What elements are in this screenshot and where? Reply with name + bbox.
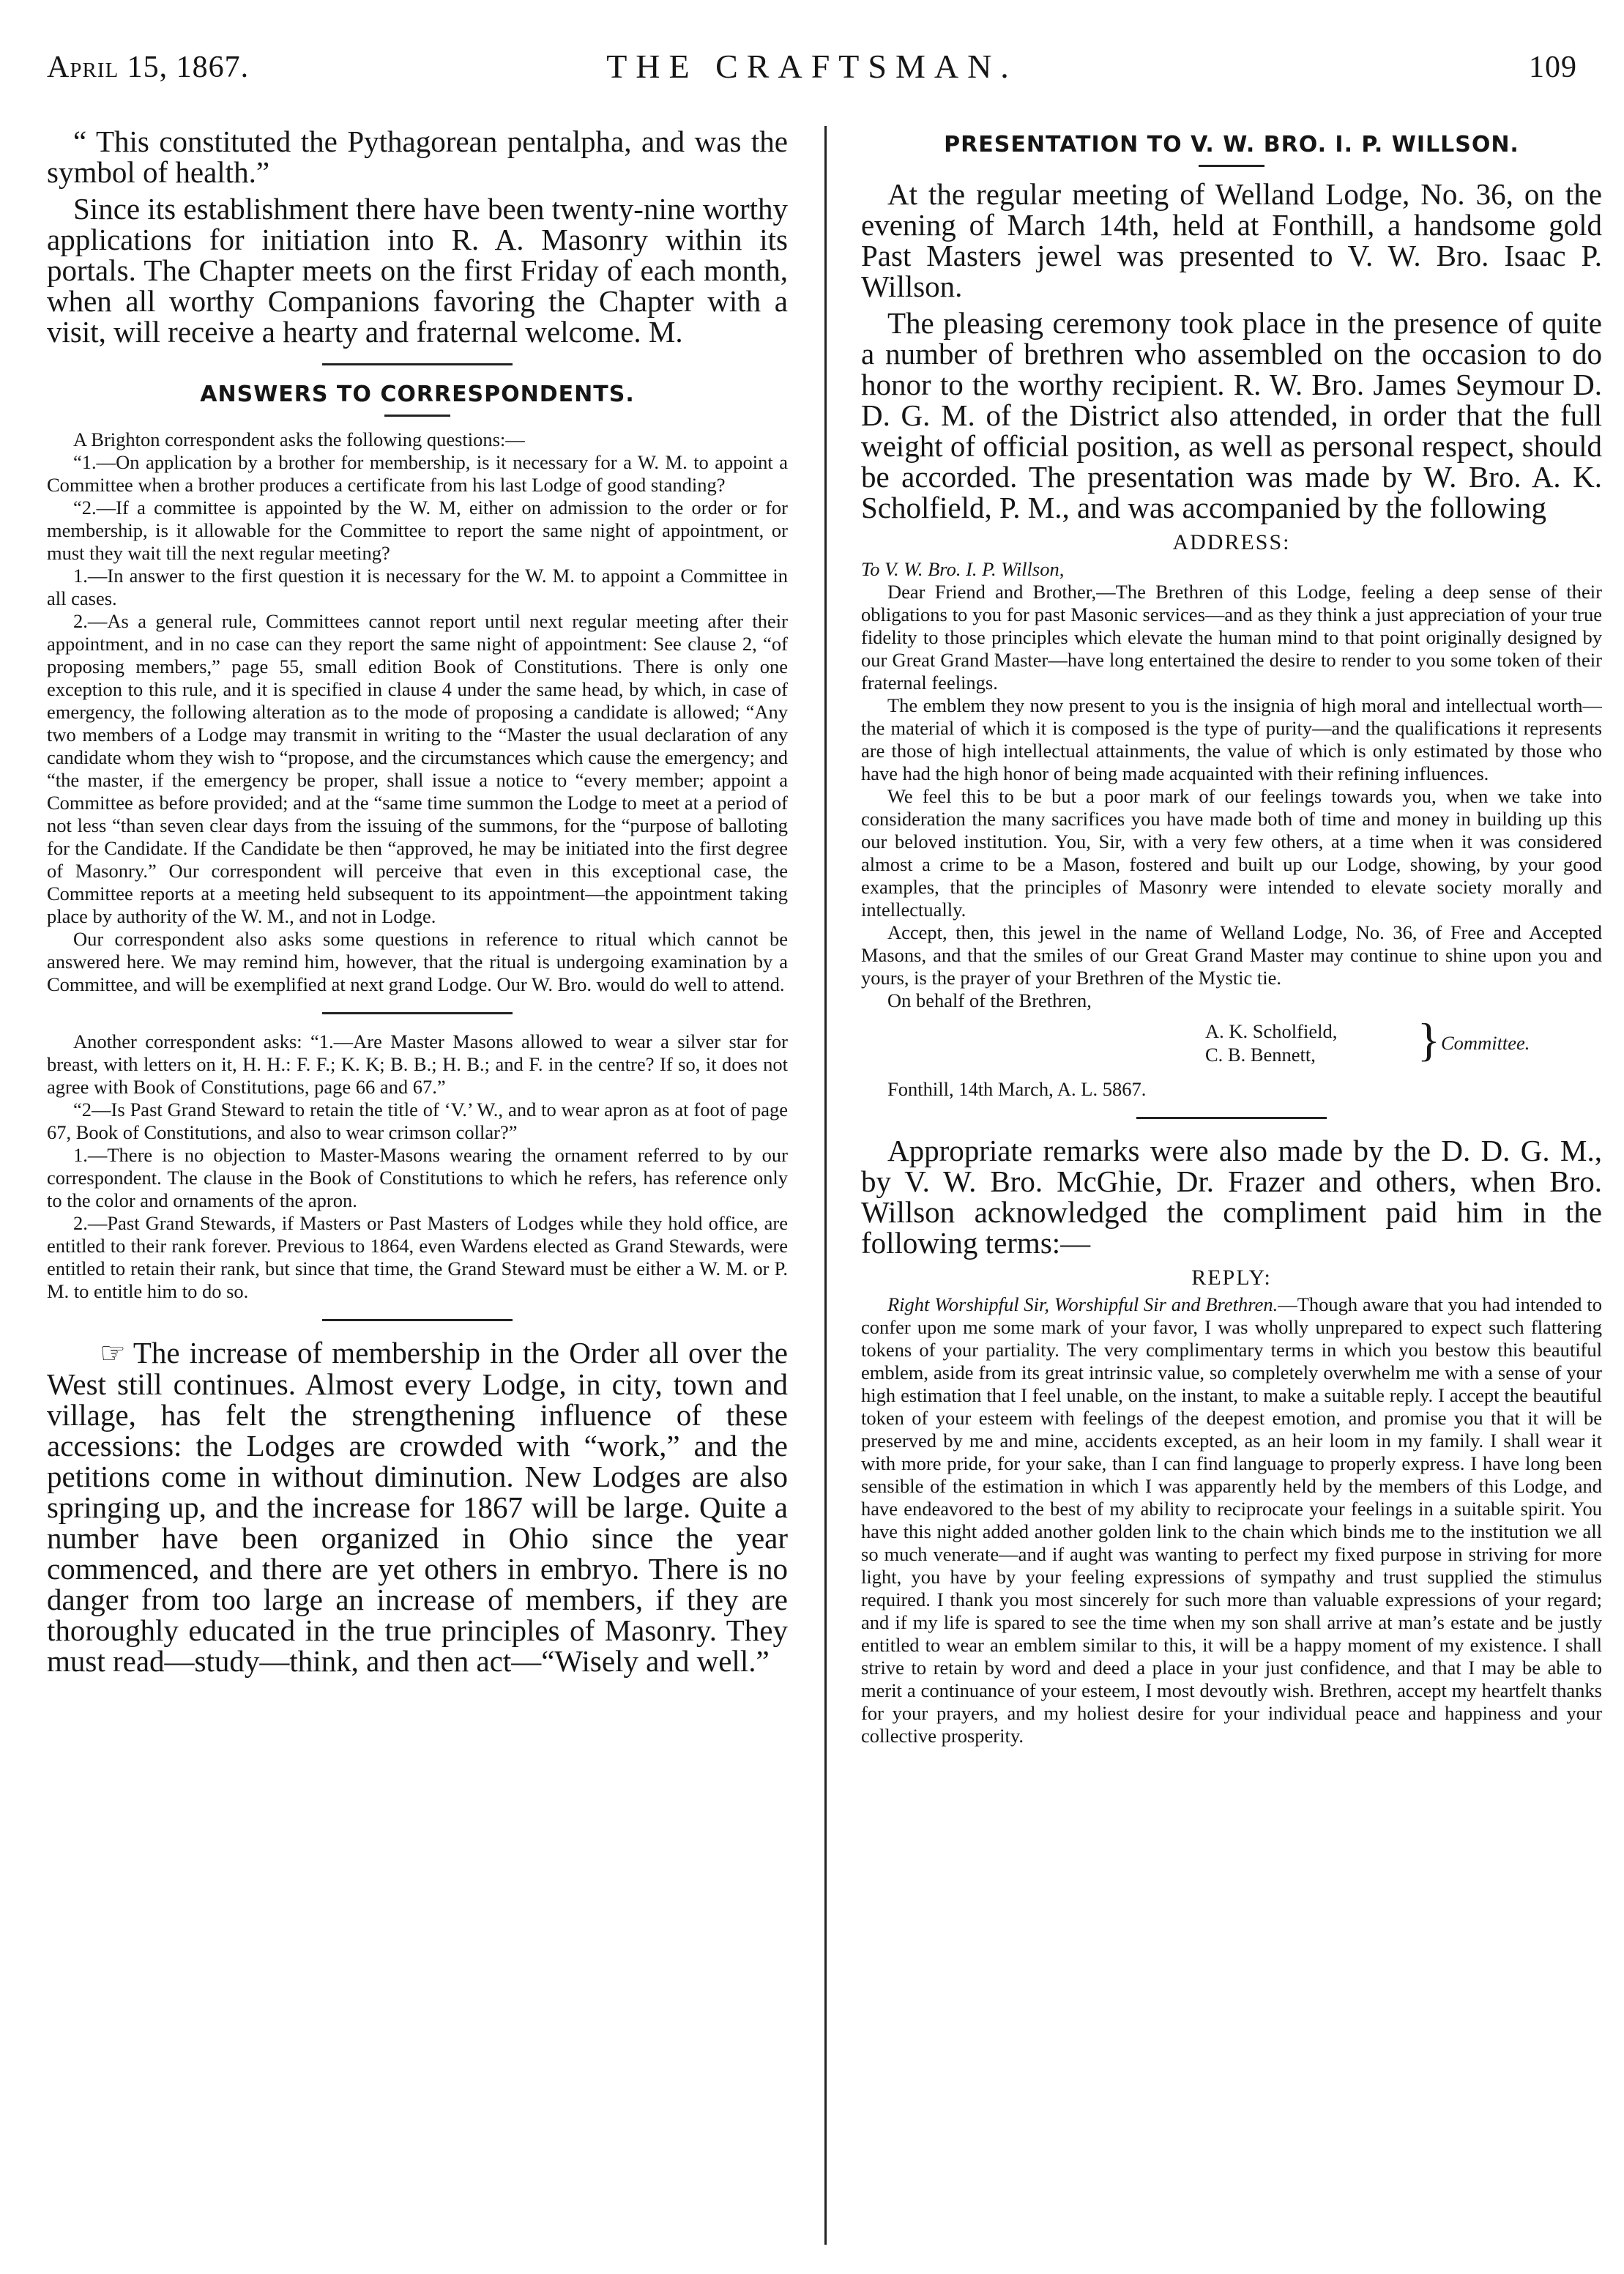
- article-paragraph: 2.—As a general rule, Committees cannot report until next regular meeting after their appointment, and in no case can they report the same night of appointment: See clause 2, “of proposing members,” page 55, small edition Book of Constitutions. There is only one exception to this rule, and it is specified in clause 4 under the same head, by which, in case of emergency, the following alteration as to the mode of proposing a candidate is allowed; “Any two members of a Lodge may transmit in writing to the “Master the usual declaration of any candidate whom they wish to “propose, and the circumstances which cause the emergency; and “the master, if the emergency be proper, shall issue a notice to “every member; appoint a Committee as before provided; and at the “same time summon the Lodge to meet at a period of not less “than seven clear days from the issuing of the summons, for the “purpose of balloting for the Candidate. If the Candidate be then “approved, he may be initiated into the first degree of Masonry.” Our correspondent will perceive that even in this exceptional case, the Committee reports at a meeting held subsequent to its appointment—the appointment taking place by authority of the W. M., and not in Lodge.: [47, 610, 788, 927]
- article-paragraph: “2.—If a committee is appointed by the W. M, either on admission to the order or for membership, is it allowable for the Committee to report the same night of appointment, or must they wait till the next regular meeting?: [47, 497, 788, 564]
- column-rule: [824, 126, 827, 2245]
- address-heading: ADDRESS:: [1172, 530, 1291, 554]
- reply-text: —Though aware that you had intended to confer upon me some mark of your favor, I was wholly unprepared to expect such flattering tokens of your partiality. The very complimentary terms in which you bestow this beautiful emblem, aside from its great intrinsic value, so completely overwhelm me with a sense of your high estimation that I feel unable, on the instant, to make a suitable reply. I accept the beautiful token of your esteem with feelings of the deepest emotion, and promise you that it will be preserved by me and mine, accidents excepted, as an heir loom in my family. I shall wear it with more pride, for your sake, than I can find language to properly express. I have long been sensible of the estimation in which I was apparently held by the members of this Lodge, and have endeavored to the best of my ability to reciprocate your feelings in a suitable spirit. You have this night added another golden link to the chain which binds me to the institution we all so much venerate—and if aught was wanting to perfect my fixed purpose in striving for more light, you have by your feeling expressions of sympathy and trust supplied the stimulus required. I thank you most sincerely for such more than valuable expressions of your regard; and if my life is spared to see the time when my son shall arrive at man’s estate and be justly entitled to wear an emblem similar to this, it will be a happy moment of my existence. I shall strive to retain by word and deed a place in your just confidence, and that I may be able to merit a continuance of your esteem, I most devoutly wish. Brethren, accept my heartfelt thanks for your prayers, and my holiest desire for your individual peace and happiness and your collective prosperity.: [861, 1293, 1602, 1747]
- article-paragraph: Our correspondent also asks some questions in reference to ritual which cannot be answered here. We may remind him, however, that the ritual is undergoing examination by a Committee, and will be exemplified at next grand Lodge. Our W. Bro. would do well to attend.: [47, 928, 788, 995]
- address-paragraph: Dear Friend and Brother,—The Brethren of this Lodge, feeling a deep sense of their obligations to you for past Masonic services—and as they think a just appreciation of your true fidelity to those principles which elevate the human mind to that point originally designed by our Great Grand Master—have long entertained the desire to render to you some token of their fraternal feelings.: [861, 581, 1602, 694]
- membership-paragraph: [47, 1337, 788, 1676]
- article-paragraph: 1.—There is no objection to Master-Masons wearing the ornament referred to by our correspondent. The clause in the Book of Constitutions to which he refers, has reference only to the color and ornaments of the apron.: [47, 1144, 788, 1211]
- section-divider: [322, 1319, 513, 1321]
- reply-heading: REPLY:: [1191, 1266, 1272, 1290]
- address-paragraph: We feel this to be but a poor mark of our feelings towards you, when we take into consideration the many sacrifices you have made both of time and money in building up this our beloved institution. You, Sir, with a very few others, at a time when it was considered almost a crime to be a Mason, fostered and built up our Lodge, showing, by your good examples, that the principles of Masonry were intended to elevate society morally and intellectually.: [861, 785, 1602, 921]
- answers-heading: ANSWERS TO CORRESPONDENTS.: [200, 382, 635, 407]
- left-column: [47, 126, 788, 2245]
- pentalpha-quote: “ This constituted the Pythagorean pentalpha, and was the symbol of health.”: [47, 126, 788, 189]
- publication-title: THE CRAFTSMAN.: [606, 48, 1018, 85]
- section-divider: [322, 1012, 513, 1014]
- page-columns: [47, 126, 1602, 2245]
- signer-name: A. K. Scholfield,: [1205, 1020, 1338, 1042]
- section-divider: [1136, 1117, 1327, 1119]
- reply-salutation: Right Worshipful Sir, Worshipful Sir and Brethren.: [887, 1293, 1278, 1315]
- running-head: [32, 41, 1592, 88]
- right-column: [861, 126, 1602, 2245]
- section-divider: [322, 363, 513, 365]
- dateline: Fonthill, 14th March, A. L. 5867.: [887, 1078, 1147, 1100]
- issue-date: April 15, 1867.: [47, 51, 250, 84]
- address-paragraph: The emblem they now present to you is the insignia of high moral and intellectual worth—the material of which it is composed is the type of purity—and the qualifications it represents are those of high intellectual attainments, the value of which is only estimated by those who have had the high honor of being made acquainted with their refining influences.: [861, 694, 1602, 784]
- article-paragraph: 2.—Past Grand Stewards, if Masters or Past Masters of Lodges while they hold office, are entitled to their rank forever. Previous to 1864, even Wardens elected as Grand Stewards, were entitled to retain their rank, but since that time, the Grand Steward must be either a W. M. or P. M. to entitle him to do so.: [47, 1212, 788, 1302]
- reply-paragraph: [861, 1293, 1602, 1747]
- membership-text: The increase of membership in the Order all over the West still continues. Almost every Lodge, in city, town and village, has felt the strengthening influence of these accessions: the Lodges are crowded with “work,” and the petitions come in without diminution. New Lodges are also springing up, and the increase for 1867 will be large. Quite a number have been organized in Ohio since the year commenced, and there are yet others in embryo. There is no danger from too large an increase of members, if they are thoroughly educated in the true principles of Masonry. They must read—study—think, and then act—“Wisely and well.”: [47, 1336, 788, 1678]
- article-paragraph: Another correspondent asks: “1.—Are Master Masons allowed to wear a silver star for breast, with letters on it, H. H.: F. F.; K. K; B. B.; H. B.; and F. in the centre? If so, it does not agree with Book of Constitutions, page 66 and 67.”: [47, 1030, 788, 1098]
- brace-icon: }: [1418, 1014, 1440, 1066]
- pointing-hand-icon: ☞: [100, 1337, 126, 1370]
- remarks-paragraph: Appropriate remarks were also made by the D. D. G. M., by V. W. Bro. McGhie, Dr. Frazer and others, when Bro. Willson acknowledged the compliment paid him in the following terms:—: [861, 1134, 1602, 1260]
- signer-names: [1205, 1019, 1337, 1066]
- signer-name: C. B. Bennett,: [1205, 1044, 1316, 1066]
- signature-block: [861, 1014, 1602, 1075]
- article-paragraph: 1.—In answer to the first question it is necessary for the W. M. to appoint a Committee in all cases.: [47, 565, 788, 609]
- article-paragraph: A Brighton correspondent asks the following questions:—: [73, 428, 525, 450]
- presentation-heading: PRESENTATION TO V. W. BRO. I. P. WILLSON.: [944, 132, 1519, 157]
- article-paragraph: “1.—On application by a brother for membership, is it necessary for a W. M. to appoint a Committee when a brother produces a certificate from his last Lodge of good standing?: [47, 451, 788, 496]
- article-paragraph: “2—Is Past Grand Steward to retain the title of ‘V.’ W., and to wear apron as at foot of page 67, Book of Constitutions, and also to wear crimson collar?”: [47, 1099, 788, 1143]
- committee-label: Committee.: [1441, 1032, 1530, 1054]
- address-recipient: To V. W. Bro. I. P. Willson,: [861, 558, 1065, 580]
- heading-rule: [384, 415, 450, 417]
- page-number: 109: [1529, 51, 1577, 84]
- on-behalf-line: On behalf of the Brethren,: [887, 989, 1092, 1011]
- heading-rule: [1199, 165, 1264, 167]
- address-paragraph: Accept, then, this jewel in the name of Welland Lodge, No. 36, of Free and Accepted Masons, and that the smiles of our Great Grand Master may continue to shine upon you and yours, is the prayer of your Brethren of the Mystic tie.: [861, 921, 1602, 989]
- presentation-paragraph: The pleasing ceremony took place in the presence of quite a number of brethren who assembled on the occasion to do honor to the worthy recipient. R. W. Bro. James Seymour D. D. G. M. of the District also attended, in order that the full weight of official position, as well as personal respect, should be accorded. The presentation was made by W. Bro. A. K. Scholfield, P. M., and was accompanied by the following: [861, 306, 1602, 524]
- chapter-paragraph: Since its establishment there have been twenty-nine worthy applications for initiation into R. A. Masonry within its portals. The Chapter meets on the first Friday of each month, when all worthy Companions favoring the Chapter with a visit, will receive a hearty and fraternal welcome. M.: [47, 192, 788, 349]
- presentation-paragraph: At the regular meeting of Welland Lodge, No. 36, on the evening of March 14th, held at Fonthill, a handsome gold Past Masters jewel was presented to V. W. Bro. Isaac P. Willson.: [861, 177, 1602, 303]
